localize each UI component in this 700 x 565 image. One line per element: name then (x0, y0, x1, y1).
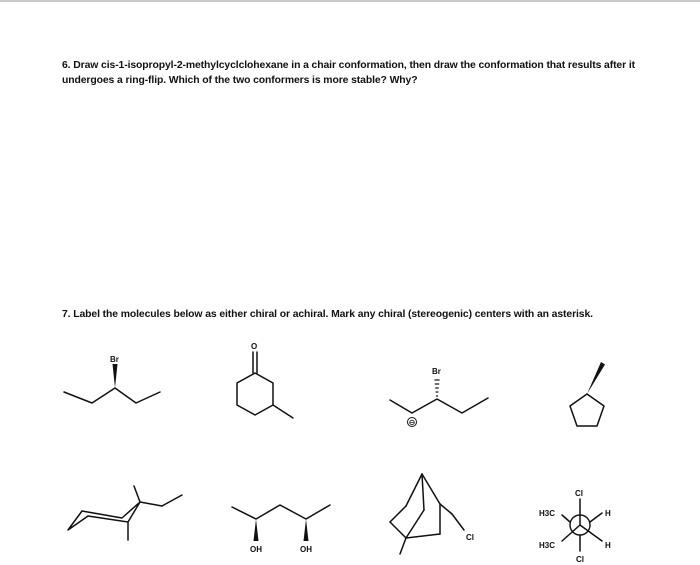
methyl-label-2: H3C (539, 541, 556, 550)
bromine-label: Br (110, 355, 119, 364)
hydrogen-label-1: H (605, 509, 611, 518)
molecule-3-bromo-carbanion (382, 360, 502, 435)
hydrogen-label-2: H (605, 541, 611, 550)
methyl-label-1: H3C (539, 509, 556, 518)
chlorine-label: Cl (466, 533, 474, 542)
molecule-7-bicyclic-chloride (378, 470, 498, 560)
hydroxyl-label-1: OH (250, 545, 262, 554)
hydroxyl-label-2: OH (300, 545, 312, 554)
molecule-2-methylcyclohexanone (225, 335, 305, 435)
carbanion-charge-label: ⊖ (408, 418, 416, 427)
molecule-1-bromoalkane (58, 352, 168, 412)
oxygen-label: O (251, 342, 258, 351)
molecule-6-diol (228, 493, 338, 558)
molecule-8-newman-projection (532, 485, 642, 565)
question-6-text: 6. Draw cis-1-isopropyl-2-methylcyclclohexane in a chair conformation, then draw the conformation that results after it undergoes a ring-flip. Which of the two conformers is more stable? Why? (62, 60, 635, 86)
molecule-4-cyclopentane (560, 360, 630, 440)
chlorine-label-top: Cl (575, 489, 583, 498)
question-7-text: 7. Label the molecules below as either chiral or achiral. Mark any chiral (stereogenic) centers with an asterisk. (62, 309, 593, 320)
bromine-label: Br (432, 367, 441, 376)
chlorine-label-bottom: Cl (576, 555, 584, 564)
molecule-5-chair-cyclohexane (62, 480, 187, 545)
top-border (0, 0, 700, 2)
